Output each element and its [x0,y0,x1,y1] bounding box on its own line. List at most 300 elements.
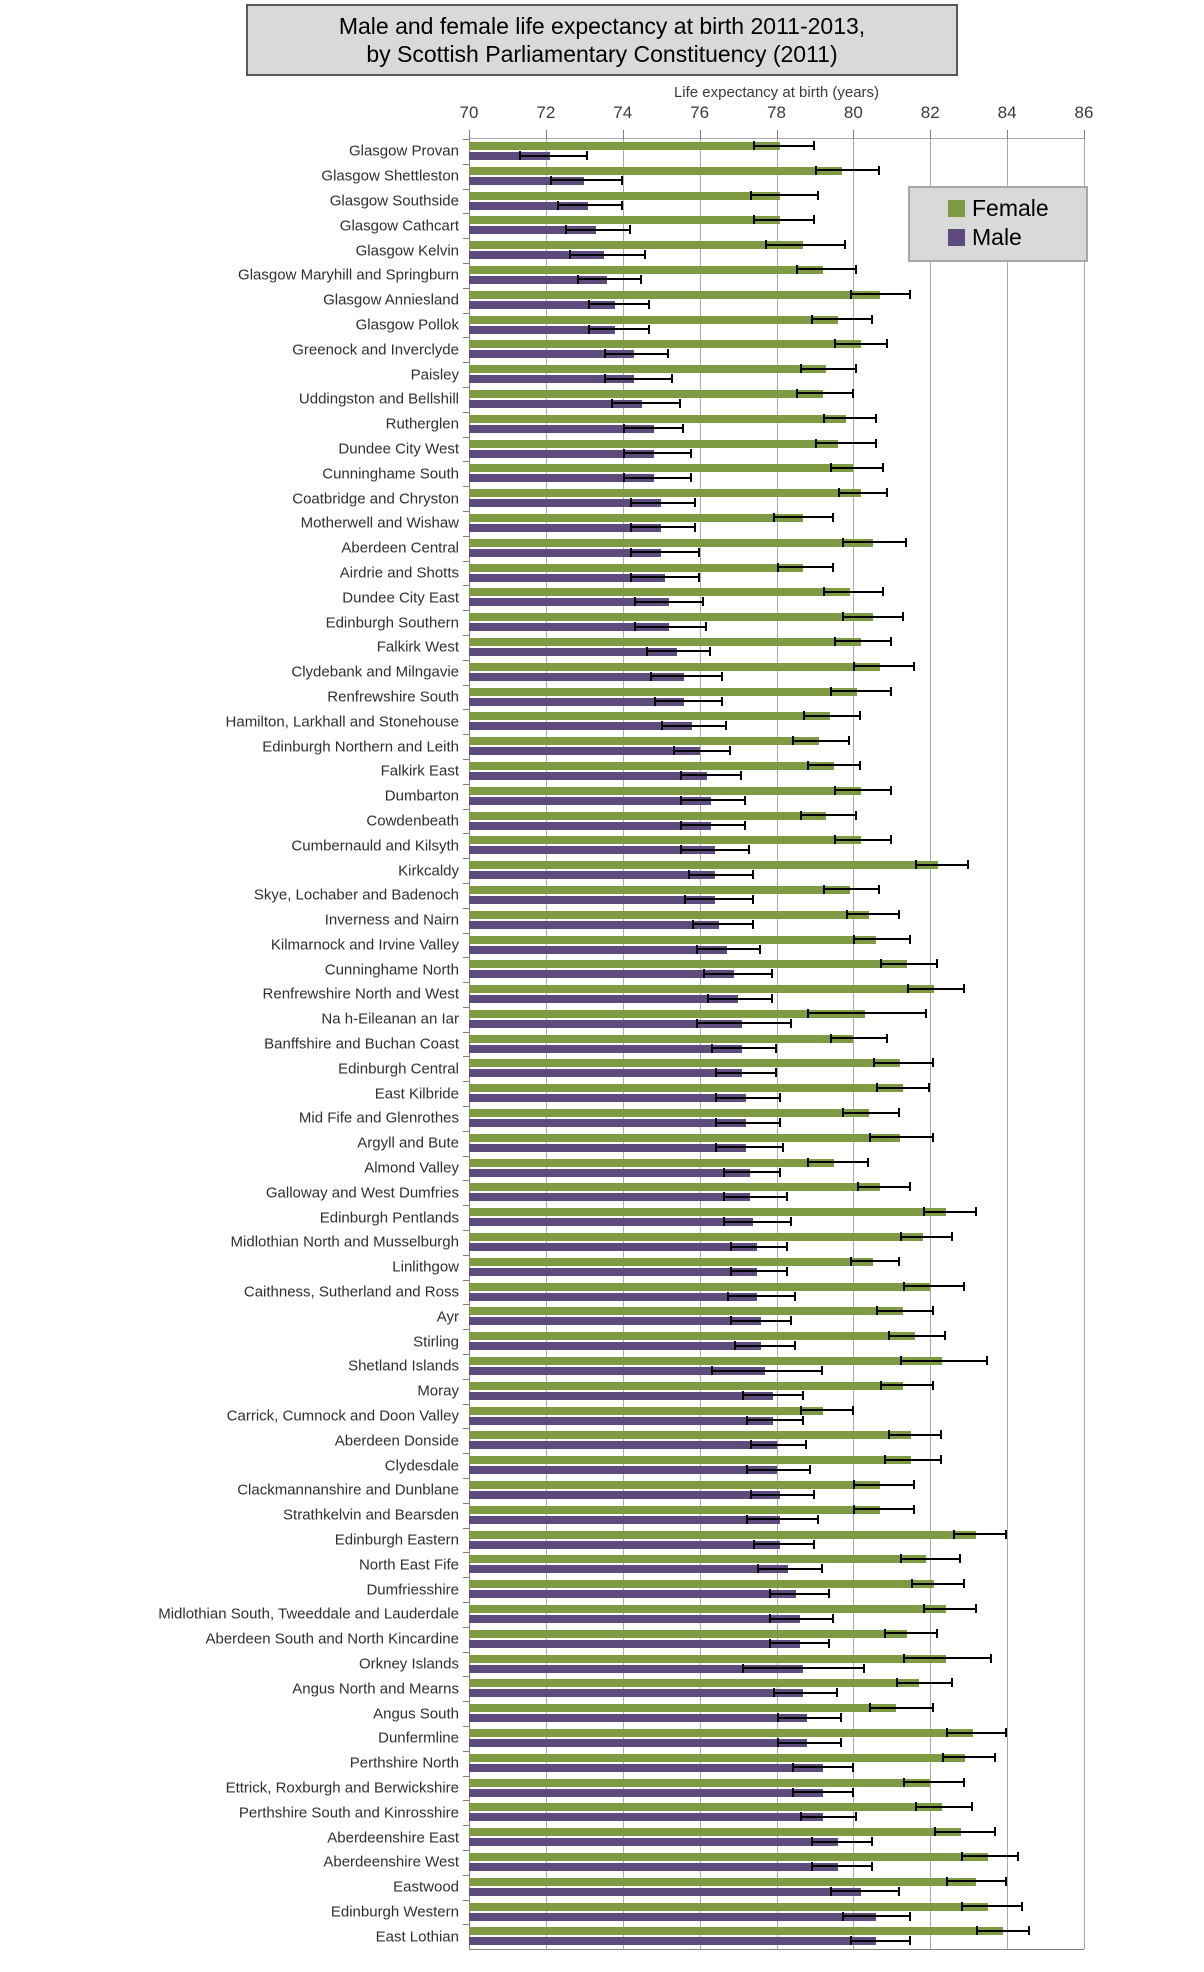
error-bar-line [771,1593,829,1595]
chart-row [230,1230,1084,1255]
constituency-label: Orkney Islands [358,1655,459,1673]
female-error-bar [750,191,819,200]
female-error-bar [915,1802,973,1811]
male-error-bar [634,597,703,606]
error-bar-line [917,1806,971,1808]
error-bar-line [871,1136,933,1138]
female-error-bar [823,587,885,596]
chart-row [338,1056,1084,1081]
error-bar-line [813,1865,871,1867]
error-bar-line [844,1915,909,1917]
constituency-label: Dundee City West [338,440,459,458]
error-bar-line [663,725,725,727]
male-error-bar [723,1217,792,1226]
female-error-bar [830,463,884,472]
male-error-bar [604,349,670,358]
male-bar [469,1417,773,1425]
error-bar-line [802,1816,856,1818]
male-error-bar [777,1713,843,1722]
female-bar [469,1407,823,1415]
chart-row [357,1131,1084,1156]
error-bar-line [925,1608,975,1610]
male-bar [469,1863,838,1871]
male-error-bar [557,201,623,210]
male-error-bar [746,1515,819,1524]
error-bar-line [813,318,871,320]
male-bar [469,871,715,879]
error-bar-line [936,1831,994,1833]
chart-row [298,1106,1084,1131]
constituency-label: Ettrick, Roxburgh and Berwickshire [225,1779,459,1797]
error-bar-line [648,650,710,652]
x-tick-label: 78 [767,103,786,122]
error-bar-line [748,1469,810,1471]
constituency-label: Glasgow Anniesland [323,291,459,309]
error-bar-line [698,948,760,950]
chart-row [319,1205,1084,1230]
error-bar-line [859,1186,909,1188]
constituency-label: Almond Valley [364,1159,459,1177]
x-tick-label: 74 [613,103,633,122]
male-error-bar [723,1192,789,1201]
female-bar [469,960,907,968]
constituency-label: Glasgow Provan [348,142,459,160]
error-bar-line [744,1394,802,1396]
error-bar-line [844,1112,898,1114]
female-bar [469,216,780,224]
x-tick-label: 82 [920,103,940,122]
female-error-bar [976,1926,1030,1935]
chart-row [321,164,1084,189]
female-error-bar [853,1505,915,1514]
error-bar-line [632,551,697,553]
error-bar-line [825,888,879,890]
error-bar-line [698,1022,790,1024]
female-bar [469,167,842,175]
constituency-label: Ayr [436,1308,459,1326]
chart-row [253,883,1084,908]
female-error-bar [842,612,904,621]
female-error-bar [857,1182,911,1191]
error-bar-line [802,1409,852,1411]
female-error-bar [830,1034,888,1043]
chart-row [338,437,1084,462]
error-bar-line [775,516,833,518]
error-bar-line [840,492,886,494]
legend-item-male [948,223,1076,252]
female-error-bar [953,1530,1007,1539]
x-tick-label: 84 [997,103,1017,122]
constituency-label: Falkirk West [376,638,459,656]
female-bar [469,1159,834,1167]
error-bar-line [752,194,817,196]
constituency-label: Aberdeen Donside [334,1432,459,1450]
female-error-bar [880,959,938,968]
female-error-bar [796,389,854,398]
error-bar-line [521,155,586,157]
constituency-label: Carrick, Cumnock and Doon Valley [226,1407,459,1425]
female-bar [469,638,861,646]
constituency-label: Clydesdale [384,1457,459,1475]
constituency-label: Glasgow Maryhill and Springburn [238,266,459,284]
female-bar [469,1903,988,1911]
error-bar-line [855,1508,913,1510]
female-bar [469,1357,942,1365]
female-error-bar [900,1554,962,1563]
female-bar [469,1134,900,1142]
male-error-bar [742,1664,865,1673]
error-bar-line [909,988,963,990]
male-bar [469,1739,807,1747]
male-error-bar [519,151,588,160]
female-error-bar [880,1381,934,1390]
bar-rows [158,139,1084,1949]
error-bar-line [813,1841,871,1843]
error-bar-line [725,1221,790,1223]
constituency-label: Edinburgh Northern and Leith [262,738,459,756]
female-error-bar [800,811,858,820]
error-bar-line [713,1370,821,1372]
male-bar [469,1615,800,1623]
error-bar-line [779,566,833,568]
constituency-label: Motherwell and Wishaw [300,514,459,532]
male-error-bar [569,250,646,259]
constituency-label: Renfrewshire South [327,688,459,706]
constituency-label: Caithness, Sutherland and Ross [243,1283,459,1301]
male-error-bar [588,300,650,309]
error-bar-line [917,864,967,866]
chart-row [205,1627,1084,1652]
error-bar-line [905,1781,963,1783]
error-bar-line [606,353,668,355]
female-bar [469,1258,873,1266]
chart-row [292,1676,1084,1701]
male-error-bar [680,796,746,805]
error-bar-line [752,1494,814,1496]
female-bar [469,1481,880,1489]
female-bar [469,1010,865,1018]
male-error-bar [623,473,692,482]
male-error-bar [688,870,754,879]
male-bar [469,1466,777,1474]
constituency-label: Hamilton, Larkhall and Stonehouse [225,713,459,731]
female-error-bar [961,1902,1023,1911]
male-bar [469,1491,780,1499]
chart-row [358,1552,1084,1577]
error-bar-line [732,1270,786,1272]
error-bar-line [832,467,882,469]
chart-row [327,685,1084,710]
chart-row [436,1304,1084,1329]
female-error-bar [838,488,888,497]
female-bar [469,861,938,869]
error-bar-line [925,1211,975,1213]
female-error-bar [853,662,915,671]
error-bar-line [794,740,848,742]
male-error-bar [634,622,707,631]
female-swatch-icon [948,200,965,217]
female-bar [469,688,857,696]
male-error-bar [800,1812,858,1821]
error-bar-line [652,675,721,677]
female-error-bar [792,736,850,745]
female-error-bar [765,240,846,249]
error-bar-line [709,998,771,1000]
female-error-bar [903,1778,965,1787]
male-error-bar [711,1366,823,1375]
error-bar-line [798,268,856,270]
male-error-bar [757,1564,823,1573]
error-bar-line [836,789,890,791]
male-error-bar [646,647,712,656]
female-error-bar [923,1604,977,1613]
female-error-bar [873,1058,935,1067]
chart-row [384,784,1084,809]
error-bar-line [713,1047,775,1049]
error-bar-line [809,1161,867,1163]
chart-row [323,1850,1084,1875]
male-error-bar [811,1862,873,1871]
error-bar-line [825,591,883,593]
female-error-bar [823,414,877,423]
chart-row [322,461,1084,486]
error-bar-line [963,1855,1017,1857]
chart-row [292,486,1084,511]
chart-row [348,1354,1084,1379]
male-bar [469,1293,757,1301]
male-swatch-icon [948,229,965,246]
error-bar-line [978,1930,1028,1932]
chart-row [225,709,1084,734]
female-bar [469,1084,903,1092]
female-bar [469,142,780,150]
male-error-bar [746,1416,804,1425]
male-bar [469,1193,750,1201]
constituency-label: Glasgow Cathcart [339,217,459,235]
constituency-label: Dunfermline [378,1729,459,1747]
male-error-bar [777,1738,843,1747]
male-error-bar [604,374,673,383]
legend-male-label: Male [972,223,1022,250]
constituency-label: Greenock and Inverclyde [292,341,459,359]
female-bar [469,1208,946,1216]
constituency-label: Edinburgh Western [330,1903,459,1921]
male-error-bar [730,1267,788,1276]
male-bar [469,1218,753,1226]
female-bar [469,737,819,745]
x-tick-label: 80 [843,103,863,122]
male-error-bar [769,1589,831,1598]
chart-row [341,536,1084,561]
error-bar-line [771,1618,833,1620]
male-error-bar [684,895,753,904]
error-bar-line [886,1632,936,1634]
female-bar [469,985,934,993]
error-bar-line [717,1146,782,1148]
x-tick-mark [623,130,624,139]
error-bar-line [794,1791,852,1793]
female-error-bar [803,711,861,720]
female-error-bar [876,1306,934,1315]
male-error-bar [711,1044,777,1053]
male-error-bar [842,1912,911,1921]
error-bar-line [767,244,844,246]
constituency-label: Argyll and Bute [357,1134,459,1152]
male-error-bar [742,1391,804,1400]
constituency-label: Dumbarton [384,787,459,805]
male-bar [469,921,719,929]
female-error-bar [834,637,892,646]
error-bar-line [905,1657,990,1659]
constituency-label: East Lothian [375,1928,459,1946]
female-bar [469,192,780,200]
female-error-bar [853,935,911,944]
male-bar [469,722,692,730]
constituency-label: Renfrewshire North and West [262,985,459,1003]
chart-row [398,858,1084,883]
error-bar-line [606,378,671,380]
chart-row [323,288,1084,313]
error-bar-line [732,1246,786,1248]
chart-row [378,1726,1084,1751]
error-bar-line [794,1766,852,1768]
male-bar [469,1045,742,1053]
constituency-label: Aberdeenshire West [323,1853,459,1871]
error-bar-line [636,601,701,603]
error-bar-line [878,1310,932,1312]
constituency-label: Strathkelvin and Bearsden [283,1506,459,1524]
male-bar [469,1937,876,1945]
error-bar-line [729,1295,794,1297]
female-error-bar [903,1654,992,1663]
female-error-bar [815,166,881,175]
error-bar-line [771,1642,829,1644]
error-bar-line [844,616,902,618]
chart-row [324,957,1084,982]
male-error-bar [750,1490,816,1499]
male-error-bar [680,845,749,854]
chart-row [283,1503,1084,1528]
male-bar [469,1392,773,1400]
chart-row [327,1825,1084,1850]
constituency-label: Galloway and West Dumfries [265,1184,459,1202]
error-bar-line [571,254,644,256]
error-bar-line [686,898,751,900]
error-bar-line [902,1558,960,1560]
error-bar-line [948,1880,1006,1882]
error-bar-line [878,1087,928,1089]
error-bar-line [882,963,936,965]
error-bar-line [852,1260,898,1262]
chart-title-line1: Male and female life expectancy at birth 2011-2013, [338,13,866,39]
female-bar [469,241,803,249]
constituency-label: Uddingston and Bellshill [298,390,459,408]
female-error-bar [907,984,965,993]
male-error-bar [696,945,762,954]
chart-row [291,660,1084,685]
male-error-bar [550,176,623,185]
male-bar [469,1268,757,1276]
female-bar [469,1828,961,1836]
constituency-label: Stirling [413,1333,459,1351]
error-bar-line [759,1568,821,1570]
error-bar-line [948,1732,1006,1734]
error-bar-line [748,1419,802,1421]
constituency-label: Clackmannanshire and Dunblane [237,1481,459,1499]
female-bar [469,539,873,547]
constituency-label: Aberdeen South and North Kincardine [205,1630,459,1648]
chart-row [291,833,1084,858]
male-bar [469,1169,750,1177]
chart-row [334,1528,1084,1553]
male-error-bar [715,1118,781,1127]
constituency-label: Banffshire and Buchan Coast [264,1035,459,1053]
female-bar [469,1754,965,1762]
error-bar-line [852,293,910,295]
female-bar [469,514,803,522]
constituency-label: Angus South [373,1705,459,1723]
chart-row [355,313,1084,338]
chart-row [325,610,1084,635]
female-error-bar [884,1455,942,1464]
x-axis-title: Life expectancy at birth (years) [673,84,880,101]
female-bar [469,365,826,373]
chart-title [246,4,958,76]
female-error-bar [888,1331,946,1340]
male-error-bar [623,424,685,433]
male-error-bar [588,325,650,334]
male-error-bar [730,1316,792,1325]
error-bar-line [748,1518,817,1520]
female-bar [469,1655,946,1663]
female-error-bar [807,1158,869,1167]
chart-row [298,387,1084,412]
x-tick-label: 86 [1074,103,1094,122]
female-error-bar [923,1207,977,1216]
female-error-bar [815,439,877,448]
constituency-label: Cunninghame North [324,961,459,979]
male-error-bar [730,1242,788,1251]
male-bar [469,1590,796,1598]
chart-row [238,1800,1084,1825]
constituency-label: Perthshire North [349,1754,459,1772]
x-tick-label: 70 [459,103,479,122]
x-tick-mark [853,130,854,139]
error-bar-line [875,1062,933,1064]
male-bar [469,896,715,904]
error-bar-line [817,442,875,444]
chart-row [392,1255,1084,1280]
error-bar-line [798,392,852,394]
female-bar [469,762,834,770]
female-error-bar [811,315,873,324]
chart-row [385,412,1084,437]
male-error-bar [746,1465,812,1474]
female-bar [469,1431,911,1439]
error-bar-line [855,665,913,667]
female-error-bar [884,1629,938,1638]
error-bar-line [717,1072,775,1074]
error-bar-line [852,1940,910,1942]
chart-row [262,982,1084,1007]
error-bar-line [805,715,859,717]
error-bar-line [855,1484,913,1486]
chart-row [417,1379,1084,1404]
female-bar [469,1878,976,1886]
male-bar [469,1764,823,1772]
male-bar [469,1317,761,1325]
error-bar-line [559,204,621,206]
